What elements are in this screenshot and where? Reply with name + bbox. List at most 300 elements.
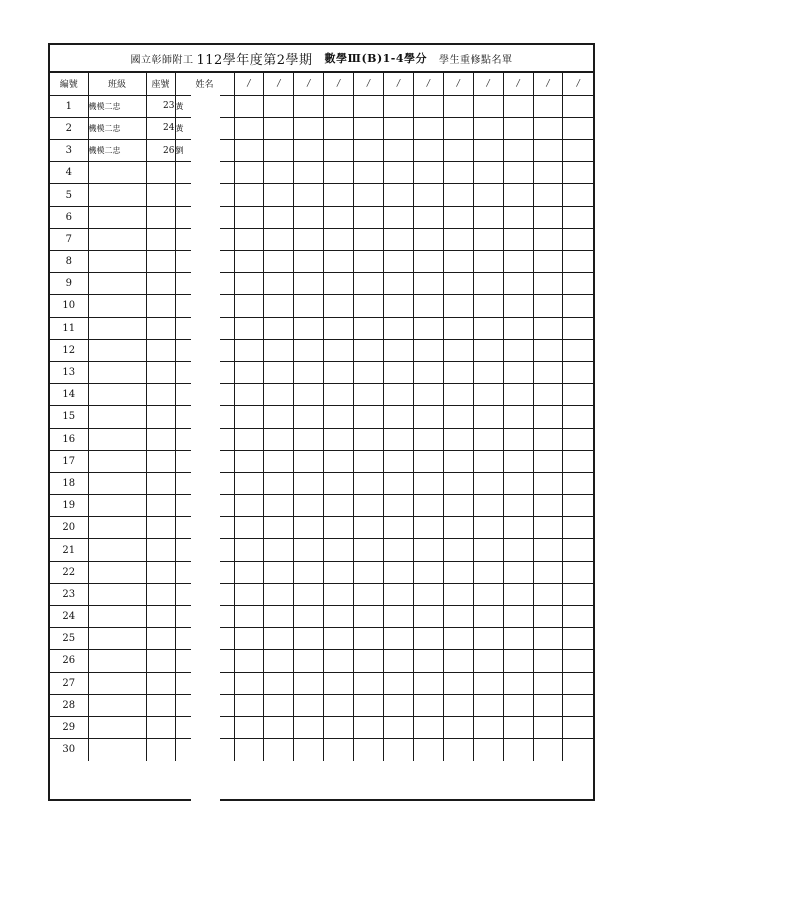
attendance-cell <box>294 450 324 472</box>
attendance-cell <box>533 95 563 117</box>
attendance-cell <box>413 273 443 295</box>
attendance-cell <box>503 428 533 450</box>
attendance-cell <box>234 184 264 206</box>
attendance-cell <box>354 384 384 406</box>
cell-class <box>88 583 146 605</box>
cell-seat <box>146 339 175 361</box>
table-row <box>50 694 593 716</box>
attendance-cell <box>324 140 354 162</box>
attendance-cell <box>533 739 563 761</box>
attendance-cell <box>473 184 503 206</box>
cell-number: 25 <box>50 628 88 650</box>
cell-number: 22 <box>50 561 88 583</box>
attendance-cell <box>563 606 593 628</box>
header-class: 班級 <box>88 73 146 95</box>
attendance-cell <box>473 450 503 472</box>
header-no: 編號 <box>50 73 88 95</box>
attendance-cell <box>264 361 294 383</box>
attendance-cell <box>413 384 443 406</box>
attendance-cell <box>324 495 354 517</box>
attendance-cell <box>234 472 264 494</box>
cell-number: 28 <box>50 694 88 716</box>
attendance-cell <box>563 450 593 472</box>
attendance-cell <box>324 273 354 295</box>
table-row <box>50 317 593 339</box>
attendance-cell <box>413 561 443 583</box>
attendance-cell <box>533 628 563 650</box>
attendance-cell <box>324 650 354 672</box>
attendance-cell <box>264 606 294 628</box>
cell-number: 16 <box>50 428 88 450</box>
cell-seat <box>146 583 175 605</box>
attendance-cell <box>563 694 593 716</box>
attendance-cell <box>264 339 294 361</box>
attendance-cell <box>443 361 473 383</box>
attendance-cell <box>354 184 384 206</box>
attendance-cell <box>503 251 533 273</box>
attendance-cell <box>264 140 294 162</box>
cell-class <box>88 206 146 228</box>
cell-class <box>88 317 146 339</box>
cell-number: 2 <box>50 117 88 139</box>
attendance-cell <box>533 561 563 583</box>
attendance-cell <box>354 361 384 383</box>
cell-class <box>88 606 146 628</box>
attendance-cell <box>563 140 593 162</box>
attendance-cell <box>384 228 414 250</box>
title-school: 國立彰師附工 <box>130 54 194 66</box>
attendance-cell <box>563 716 593 738</box>
attendance-cell <box>384 140 414 162</box>
attendance-cell <box>443 295 473 317</box>
attendance-cell <box>533 384 563 406</box>
attendance-cell <box>533 162 563 184</box>
attendance-cell <box>354 251 384 273</box>
attendance-cell <box>354 273 384 295</box>
attendance-cell <box>473 273 503 295</box>
table-row <box>50 273 593 295</box>
header-date-slot: / <box>384 73 414 95</box>
attendance-cell <box>503 117 533 139</box>
attendance-cell <box>563 472 593 494</box>
attendance-cell <box>533 317 563 339</box>
attendance-cell <box>443 162 473 184</box>
attendance-cell <box>503 495 533 517</box>
attendance-cell <box>294 339 324 361</box>
cell-seat <box>146 295 175 317</box>
roster-body <box>50 95 593 761</box>
attendance-cell <box>264 495 294 517</box>
header-date-slot: / <box>234 73 264 95</box>
attendance-cell <box>443 606 473 628</box>
cell-number: 20 <box>50 517 88 539</box>
attendance-cell <box>234 228 264 250</box>
table-row <box>50 495 593 517</box>
cell-seat <box>146 206 175 228</box>
attendance-cell <box>294 273 324 295</box>
table-row <box>50 406 593 428</box>
roster-table <box>50 73 593 761</box>
cell-seat <box>146 184 175 206</box>
attendance-cell <box>354 694 384 716</box>
cell-number: 7 <box>50 228 88 250</box>
attendance-cell <box>473 428 503 450</box>
attendance-cell <box>354 517 384 539</box>
attendance-cell <box>234 339 264 361</box>
cell-number: 9 <box>50 273 88 295</box>
attendance-cell <box>443 495 473 517</box>
cell-number: 17 <box>50 450 88 472</box>
table-row <box>50 672 593 694</box>
attendance-cell <box>443 406 473 428</box>
attendance-cell <box>324 672 354 694</box>
cell-class: 機模二忠 <box>88 140 146 162</box>
attendance-cell <box>264 117 294 139</box>
attendance-cell <box>354 428 384 450</box>
cell-seat: 24 <box>146 117 175 139</box>
attendance-cell <box>384 95 414 117</box>
attendance-cell <box>473 406 503 428</box>
title-subject: 數學Ⅲ(B)1-4學分 <box>324 52 428 65</box>
cell-number: 12 <box>50 339 88 361</box>
attendance-cell <box>473 539 503 561</box>
attendance-cell <box>354 539 384 561</box>
header-name: 姓名 <box>175 73 234 95</box>
cell-seat <box>146 406 175 428</box>
attendance-cell <box>563 539 593 561</box>
attendance-cell <box>413 583 443 605</box>
attendance-cell <box>563 339 593 361</box>
attendance-cell <box>234 428 264 450</box>
attendance-cell <box>533 295 563 317</box>
table-row <box>50 295 593 317</box>
attendance-cell <box>533 694 563 716</box>
cell-class <box>88 716 146 738</box>
attendance-cell <box>443 140 473 162</box>
header-date-slot: / <box>324 73 354 95</box>
cell-number: 1 <box>50 95 88 117</box>
attendance-cell <box>443 95 473 117</box>
attendance-cell <box>533 495 563 517</box>
cell-seat <box>146 450 175 472</box>
attendance-cell <box>473 206 503 228</box>
attendance-cell <box>264 739 294 761</box>
attendance-cell <box>503 339 533 361</box>
cell-seat <box>146 739 175 761</box>
table-row <box>50 561 593 583</box>
attendance-cell <box>294 95 324 117</box>
attendance-cell <box>354 140 384 162</box>
table-row <box>50 251 593 273</box>
attendance-cell <box>533 472 563 494</box>
header-date-slot: / <box>264 73 294 95</box>
attendance-cell <box>264 273 294 295</box>
cell-number: 18 <box>50 472 88 494</box>
attendance-cell <box>354 117 384 139</box>
attendance-cell <box>234 583 264 605</box>
attendance-cell <box>473 606 503 628</box>
cell-class <box>88 295 146 317</box>
cell-seat <box>146 162 175 184</box>
attendance-cell <box>354 450 384 472</box>
attendance-cell <box>413 206 443 228</box>
attendance-cell <box>294 206 324 228</box>
attendance-cell <box>324 339 354 361</box>
attendance-cell <box>443 472 473 494</box>
cell-class: 機模二忠 <box>88 117 146 139</box>
attendance-cell <box>563 317 593 339</box>
cell-class: 機模二忠 <box>88 95 146 117</box>
cell-seat <box>146 716 175 738</box>
attendance-cell <box>384 339 414 361</box>
attendance-cell <box>384 251 414 273</box>
attendance-cell <box>264 406 294 428</box>
attendance-cell <box>413 672 443 694</box>
attendance-cell <box>264 628 294 650</box>
attendance-cell <box>503 716 533 738</box>
attendance-cell <box>384 495 414 517</box>
attendance-cell <box>384 206 414 228</box>
table-row <box>50 228 593 250</box>
attendance-cell <box>384 162 414 184</box>
attendance-cell <box>264 517 294 539</box>
attendance-cell <box>473 628 503 650</box>
cell-seat <box>146 472 175 494</box>
attendance-cell <box>384 539 414 561</box>
attendance-cell <box>503 583 533 605</box>
attendance-cell <box>324 295 354 317</box>
attendance-cell <box>443 517 473 539</box>
attendance-cell <box>264 162 294 184</box>
cell-class <box>88 517 146 539</box>
attendance-cell <box>294 406 324 428</box>
attendance-cell <box>443 251 473 273</box>
attendance-cell <box>563 406 593 428</box>
attendance-cell <box>234 273 264 295</box>
attendance-cell <box>264 561 294 583</box>
attendance-cell <box>533 517 563 539</box>
cell-seat <box>146 273 175 295</box>
attendance-cell <box>503 406 533 428</box>
attendance-cell <box>354 228 384 250</box>
cell-class <box>88 361 146 383</box>
cell-class <box>88 495 146 517</box>
table-row <box>50 428 593 450</box>
cell-number: 21 <box>50 539 88 561</box>
title-year: 112學年度第2學期 <box>196 52 313 68</box>
attendance-cell <box>234 739 264 761</box>
attendance-cell <box>294 583 324 605</box>
cell-name: 黃 <box>175 117 234 139</box>
attendance-cell <box>443 317 473 339</box>
attendance-cell <box>354 739 384 761</box>
attendance-cell <box>294 495 324 517</box>
cell-number: 26 <box>50 650 88 672</box>
attendance-cell <box>234 95 264 117</box>
attendance-cell <box>413 95 443 117</box>
header-date-slot: / <box>354 73 384 95</box>
attendance-cell <box>413 606 443 628</box>
attendance-cell <box>294 539 324 561</box>
attendance-cell <box>503 295 533 317</box>
attendance-cell <box>234 317 264 339</box>
attendance-cell <box>294 228 324 250</box>
attendance-cell <box>324 206 354 228</box>
attendance-cell <box>533 206 563 228</box>
attendance-cell <box>354 606 384 628</box>
cell-class <box>88 472 146 494</box>
header-date-slot: / <box>413 73 443 95</box>
attendance-cell <box>563 495 593 517</box>
attendance-cell <box>563 428 593 450</box>
attendance-cell <box>384 273 414 295</box>
attendance-cell <box>443 117 473 139</box>
attendance-sheet <box>48 43 595 801</box>
cell-number: 13 <box>50 361 88 383</box>
attendance-cell <box>234 117 264 139</box>
cell-number: 4 <box>50 162 88 184</box>
attendance-cell <box>533 228 563 250</box>
attendance-cell <box>294 628 324 650</box>
cell-class <box>88 251 146 273</box>
header-date-slot: / <box>443 73 473 95</box>
attendance-cell <box>294 140 324 162</box>
attendance-cell <box>503 539 533 561</box>
attendance-cell <box>294 251 324 273</box>
attendance-cell <box>294 184 324 206</box>
attendance-cell <box>354 406 384 428</box>
attendance-cell <box>473 495 503 517</box>
cell-class <box>88 428 146 450</box>
attendance-cell <box>324 694 354 716</box>
attendance-cell <box>294 428 324 450</box>
attendance-cell <box>294 361 324 383</box>
attendance-cell <box>234 716 264 738</box>
table-row <box>50 339 593 361</box>
attendance-cell <box>264 694 294 716</box>
attendance-cell <box>234 162 264 184</box>
cell-class <box>88 273 146 295</box>
attendance-cell <box>503 450 533 472</box>
attendance-cell <box>234 672 264 694</box>
attendance-cell <box>234 140 264 162</box>
attendance-cell <box>533 140 563 162</box>
header-seat: 座號 <box>146 73 175 95</box>
cell-seat <box>146 539 175 561</box>
attendance-cell <box>503 206 533 228</box>
cell-class <box>88 561 146 583</box>
attendance-cell <box>294 694 324 716</box>
attendance-cell <box>264 450 294 472</box>
table-row <box>50 606 593 628</box>
attendance-cell <box>563 117 593 139</box>
attendance-cell <box>354 583 384 605</box>
attendance-cell <box>443 539 473 561</box>
cell-seat <box>146 628 175 650</box>
attendance-cell <box>443 450 473 472</box>
attendance-cell <box>324 95 354 117</box>
cell-class <box>88 184 146 206</box>
attendance-cell <box>563 739 593 761</box>
table-row <box>50 361 593 383</box>
attendance-cell <box>264 95 294 117</box>
cell-seat <box>146 317 175 339</box>
attendance-cell <box>294 472 324 494</box>
attendance-cell <box>473 561 503 583</box>
attendance-cell <box>384 561 414 583</box>
attendance-cell <box>533 184 563 206</box>
attendance-cell <box>443 628 473 650</box>
cell-seat <box>146 495 175 517</box>
attendance-cell <box>234 251 264 273</box>
attendance-cell <box>324 228 354 250</box>
attendance-cell <box>413 539 443 561</box>
attendance-cell <box>563 672 593 694</box>
attendance-cell <box>473 251 503 273</box>
attendance-cell <box>503 517 533 539</box>
attendance-cell <box>384 184 414 206</box>
attendance-cell <box>443 650 473 672</box>
attendance-cell <box>354 650 384 672</box>
attendance-cell <box>264 650 294 672</box>
cell-seat: 23 <box>146 95 175 117</box>
attendance-cell <box>563 295 593 317</box>
cell-number: 8 <box>50 251 88 273</box>
cell-class <box>88 739 146 761</box>
attendance-cell <box>354 628 384 650</box>
attendance-cell <box>443 339 473 361</box>
table-row <box>50 472 593 494</box>
attendance-cell <box>473 140 503 162</box>
attendance-cell <box>533 450 563 472</box>
attendance-cell <box>264 206 294 228</box>
attendance-cell <box>443 184 473 206</box>
attendance-cell <box>473 716 503 738</box>
cell-number: 6 <box>50 206 88 228</box>
attendance-cell <box>413 339 443 361</box>
attendance-cell <box>503 140 533 162</box>
attendance-cell <box>413 295 443 317</box>
attendance-cell <box>413 428 443 450</box>
attendance-cell <box>503 650 533 672</box>
cell-seat <box>146 361 175 383</box>
attendance-cell <box>384 117 414 139</box>
attendance-cell <box>563 384 593 406</box>
cell-seat <box>146 672 175 694</box>
attendance-cell <box>473 95 503 117</box>
attendance-cell <box>234 495 264 517</box>
table-row <box>50 583 593 605</box>
attendance-cell <box>473 162 503 184</box>
table-header-row <box>50 73 593 95</box>
attendance-cell <box>264 672 294 694</box>
attendance-cell <box>234 628 264 650</box>
attendance-cell <box>413 517 443 539</box>
attendance-cell <box>563 206 593 228</box>
table-row <box>50 117 593 139</box>
cell-number: 3 <box>50 140 88 162</box>
attendance-cell <box>413 694 443 716</box>
attendance-cell <box>533 539 563 561</box>
attendance-cell <box>234 517 264 539</box>
attendance-cell <box>473 117 503 139</box>
cell-seat <box>146 228 175 250</box>
header-date-slot: / <box>503 73 533 95</box>
attendance-cell <box>533 339 563 361</box>
attendance-cell <box>234 650 264 672</box>
attendance-cell <box>443 428 473 450</box>
attendance-cell <box>234 606 264 628</box>
